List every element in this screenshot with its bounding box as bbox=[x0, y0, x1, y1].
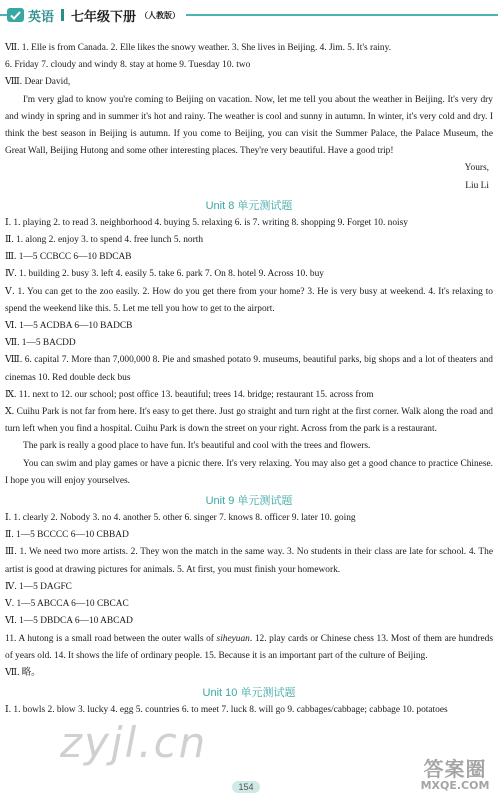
answer-line: Ⅱ. 1. along 2. enjoy 3. to spend 4. free lunch 5. north bbox=[5, 235, 204, 246]
letter-closing: Yours, bbox=[464, 163, 489, 174]
answer-line: Ⅲ. 1. We need two more artists. 2. They won the match in the same way. 3. No students in their class are late for school. 4. The artist is good at drawing pictures for animals. 5. At first, you must finish your homework. bbox=[5, 547, 493, 575]
answer-line: Ⅰ. 1. playing 2. to read 3. neighborhood 4. buying 5. relaxing 6. is 7. writing 8. shopping 9. Forget 10. noisy bbox=[5, 217, 408, 228]
corner-watermark bbox=[418, 758, 492, 796]
answer-line: 6. Friday 7. cloudy and windy 8. stay at home 9. Tuesday 10. two bbox=[5, 60, 251, 71]
answer-line: Ⅷ. Dear David, bbox=[5, 77, 71, 88]
unit-8-title: Unit 8 单元测试题 bbox=[205, 199, 293, 212]
answer-term: siheyuan bbox=[216, 633, 250, 644]
answer-line: Ⅹ. Cuihu Park is not far from here. It's easy to get there. Just go straight and turn right at the first corner. Walk along the road and turn left when you find a hospital. Cuihu Park is down the street on your right. Across from the park is a restaurant. bbox=[5, 407, 493, 435]
answer-line: Ⅶ. 1—5 BACDD bbox=[5, 338, 76, 349]
header-title bbox=[24, 6, 186, 25]
header-divider bbox=[61, 9, 64, 21]
page-header bbox=[0, 0, 498, 30]
answer-text: 11. A hutong is a small road between the outer walls of bbox=[5, 633, 217, 644]
answer-line: Ⅷ. 6. capital 7. More than 7,000,000 8. Pie and smashed potato 9. museums, beautiful parks, big shops and a lot of theaters and cinemas 10. Red double deck bus bbox=[5, 355, 493, 383]
corner-watermark-title: 答案圈 bbox=[423, 757, 487, 781]
corner-watermark-url: MXQE.COM bbox=[420, 779, 490, 792]
answer-text: . 12. play cards or Chinese chess 13. Most of them are hundreds of years old. 14. It shows the life of ordinary people. 15. Because it is an important part of the culture of Beijing. bbox=[5, 633, 494, 661]
answer-line: Ⅱ. 1—5 BCCCC 6—10 CBBAD bbox=[5, 530, 129, 541]
answer-line: Ⅵ. 1—5 ACDBA 6—10 BADCB bbox=[5, 321, 133, 332]
unit-10-title: Unit 10 单元测试题 bbox=[202, 687, 296, 700]
watermark-logo: zyjl.cn bbox=[60, 718, 208, 767]
checkmark-icon bbox=[7, 8, 24, 22]
subject-label: 英语 bbox=[28, 9, 55, 25]
page-number: 154 bbox=[232, 781, 260, 793]
edition-label: （人教版） bbox=[140, 10, 181, 20]
letter-body: I'm very glad to know you're coming to Beijing on vacation. Now, let me tell you about the weather in Beijing. It's very dry and windy in spring and in summer it's hot and rainy. The weather is cool and sunny in autumn. In winter, it's very cold and dry. I think the best season in Beijing is autumn. If you come to Beijing, you can visit the Summer Palace, the Palace Museum, the Great Wall, Beijing Hutong and some other interesting places. They're very beautiful. Have a good trip! bbox=[5, 94, 493, 157]
answer-line: Ⅰ. 1. clearly 2. Nobody 3. no 4. another 5. other 6. singer 7. knows 8. officer 9. later 10. going bbox=[5, 513, 356, 524]
answer-line: Ⅳ. 1. building 2. busy 3. left 4. easily 5. take 6. park 7. On 8. hotel 9. Across 10. buy bbox=[5, 269, 324, 280]
answer-line: Ⅴ. 1—5 ABCCA 6—10 CBCAC bbox=[5, 599, 129, 610]
answer-line: Ⅵ. 1—5 DBDCA 6—10 ABCAD bbox=[5, 616, 133, 627]
unit-9-title: Unit 9 单元测试题 bbox=[205, 495, 293, 508]
grade-label: 七年级下册 bbox=[71, 9, 137, 25]
answer-line: Ⅳ. 1—5 DAGFC bbox=[5, 581, 72, 592]
answer-line: Ⅶ. 1. Elle is from Canada. 2. Elle likes the snowy weather. 3. She lives in Beijing. 4. Jim. 5. It's rainy. bbox=[5, 43, 392, 53]
answer-line: Ⅴ. 1. You can get to the zoo easily. 2. How do you get there from your home? 3. He is very busy at weekend. 4. It's relaxing to spend the weekend like this. 5. Let me tell you how to get to the airport. bbox=[5, 286, 493, 314]
letter-signature: Liu Li bbox=[465, 180, 489, 191]
answer-line bbox=[5, 631, 493, 665]
answer-line: Ⅸ. 11. next to 12. our school; post office 13. beautiful; trees 14. bridge; restaurant 15. across from bbox=[5, 389, 374, 400]
answer-line: Ⅲ. 1—5 CCBCC 6—10 BDCAB bbox=[5, 252, 132, 263]
answer-line: Ⅰ. 1. bowls 2. blow 3. lucky 4. egg 5. countries 6. to meet 7. luck 8. will go 9. cabbages/cabbage; cabbage 10. potatoes bbox=[5, 705, 448, 716]
answer-line: Ⅶ. 略。 bbox=[5, 667, 41, 678]
answer-line: You can swim and play games or have a picnic there. It's very relaxing. You may also get a good chance to practice Chinese. I hope you will enjoy yourselves. bbox=[5, 458, 493, 486]
answer-line: The park is really a good place to have fun. It's beautiful and cool with the trees and flowers. bbox=[23, 441, 371, 452]
answer-content bbox=[5, 40, 493, 719]
